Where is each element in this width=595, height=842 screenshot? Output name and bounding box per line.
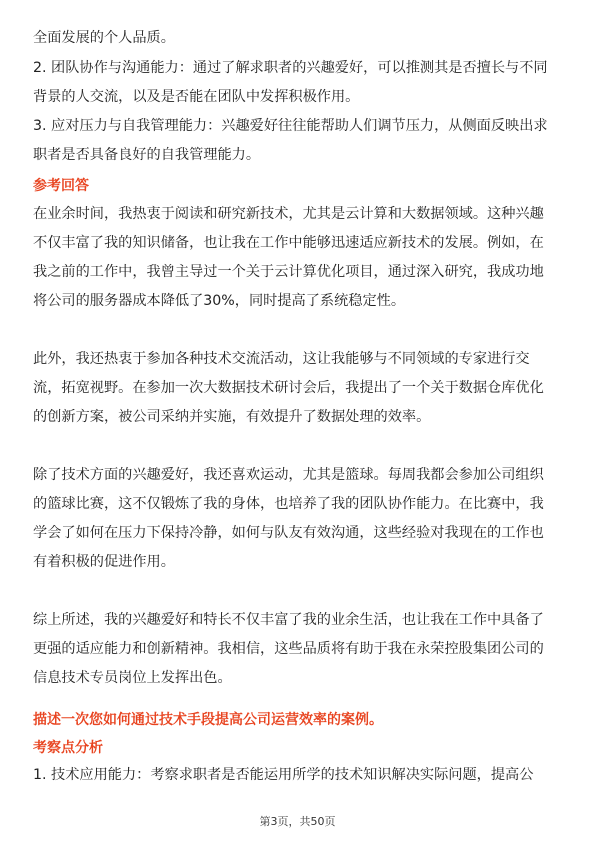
text-line: 信息技术专员岗位上发挥出色。 <box>33 670 232 686</box>
text-line: 除了技术方面的兴趣爱好，我还喜欢运动，尤其是篮球。每周我都会参加公司组织 <box>33 467 544 483</box>
text-line: 我之前的工作中，我曾主导过一个关于云计算优化项目，通过深入研究，我成功地 <box>33 264 544 280</box>
text-line: 有着积极的促进作用。 <box>33 554 175 570</box>
text-line: 学会了如何在压力下保持冷静，如何与队友有效沟通，这些经验对我现在的工作也 <box>33 525 544 541</box>
text-line: 不仅丰富了我的知识储备，也让我在工作中能够迅速适应新技术的发展。例如，在 <box>33 235 544 251</box>
text-line: 的创新方案，被公司采纳并实施，有效提升了数据处理的效率。 <box>33 409 431 425</box>
section-heading-reference-answer: 参考回答 <box>33 178 89 194</box>
text-line: 2. 团队协作与沟通能力：通过了解求职者的兴趣爱好，可以推测其是否擅长与不同 <box>33 60 548 76</box>
text-line: 综上所述，我的兴趣爱好和特长不仅丰富了我的业余生活，也让我在工作中具备了 <box>33 612 544 628</box>
text-line: 流，拓宽视野。在参加一次大数据技术研讨会后，我提出了一个关于数据仓库优化 <box>33 380 544 396</box>
text-line: 全面发展的个人品质。 <box>33 30 175 46</box>
text-line: 背景的人交流，以及是否能在团队中发挥积极作用。 <box>33 89 360 105</box>
text-line: 更强的适应能力和创新精神。我相信，这些品质将有助于我在永荣控股集团公司的 <box>33 641 544 657</box>
text-line: 此外，我还热衷于参加各种技术交流活动，这让我能够与不同领域的专家进行交 <box>33 351 530 367</box>
section-heading-analysis: 考察点分析 <box>33 740 103 756</box>
page-number: 第3页，共50页 <box>259 815 336 828</box>
text-line: 的篮球比赛，这不仅锻炼了我的身体，也培养了我的团队协作能力。在比赛中，我 <box>33 496 544 512</box>
text-line: 3. 应对压力与自我管理能力：兴趣爱好往往能帮助人们调节压力，从侧面反映出求 <box>33 118 548 134</box>
text-line: 在业余时间，我热衷于阅读和研究新技术，尤其是云计算和大数据领域。这种兴趣 <box>33 206 544 222</box>
text-line: 将公司的服务器成本降低了30%，同时提高了系统稳定性。 <box>33 293 406 309</box>
question-title: 描述一次您如何通过技术手段提高公司运营效率的案例。 <box>33 712 383 728</box>
text-line: 职者是否具备良好的自我管理能力。 <box>33 147 261 163</box>
text-line: 1. 技术应用能力：考察求职者是否能运用所学的技术知识解决实际问题，提高公 <box>33 767 534 783</box>
